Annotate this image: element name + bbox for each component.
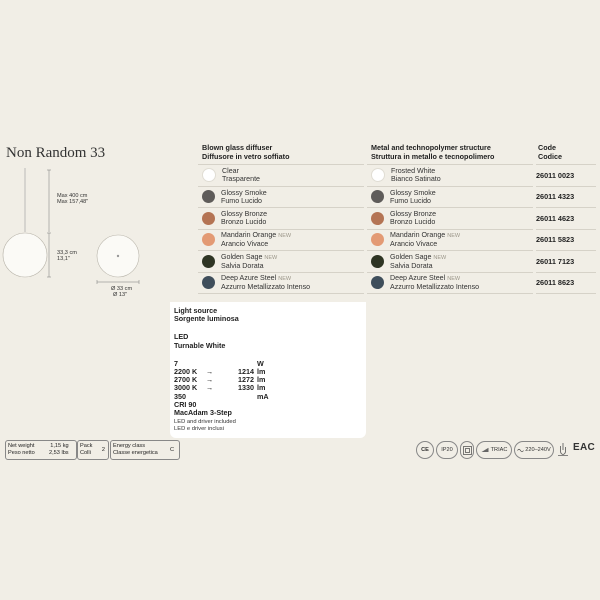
ce-mark-badge: CE [416,441,434,459]
glass-column-header: Blown glass diffuser Diffusore in vetro soffiato [202,143,290,161]
metal-finish-list [367,164,533,294]
glass-finish-label: Golden Sage NEW Salvia Dorata [221,252,278,270]
double-insulation-badge [460,441,474,459]
dimmable-badge [557,442,569,461]
new-badge: NEW [278,276,292,283]
metal-finish-swatch [371,255,384,268]
cri-row: CRI 90 [174,399,197,409]
glass-finish-swatch [202,255,215,268]
ip20-badge: IP20 [436,441,458,459]
energy-class-box: Energy class Classe energetica C [110,440,180,460]
glass-finish-swatch [202,212,215,225]
metal-finish-swatch [371,276,384,289]
new-badge: NEW [433,254,447,261]
product-title: Non Random 33 [6,145,106,161]
voltage-badge: 220–240V [514,441,554,459]
product-code: 26011 5823 [536,229,596,251]
metal-finish-swatch [371,168,385,182]
product-code: 26011 7123 [536,250,596,272]
glass-finish-row [198,207,364,229]
dimmer-icon [481,447,489,453]
max-height-label: Max 400 cm Max 157,48" [57,193,89,206]
glass-finish-row [198,186,364,208]
product-code: 26011 4623 [536,207,596,229]
temperature-rows [174,368,269,393]
metal-finish-label: Frosted White Bianco Satinato [391,167,441,184]
metal-finish-row [367,272,533,295]
watt-row: 7 W [174,358,264,368]
metal-finish-row [367,207,533,229]
metal-finish-label: Glossy Smoke Fumo Lucido [390,188,436,205]
height-label: 33,3 cm 13,1" [57,250,77,263]
metal-finish-swatch [371,212,384,225]
new-badge: NEW [447,233,461,240]
glass-finish-label: Glossy Bronze Bronzo Lucido [221,210,268,227]
glass-finish-swatch [202,168,216,182]
metal-finish-row [367,186,533,208]
glass-finish-row [198,164,364,186]
product-code: 26011 4323 [536,186,596,208]
metal-finish-swatch [371,233,384,246]
metal-finish-label: Golden Sage NEW Salvia Dorata [390,252,447,270]
pack-box: Pack Colli 2 [77,440,109,460]
code-column-header: Code Codice [538,143,562,161]
net-weight-box: Net weight Peso netto 1,15 kg 2,53 lbs [5,440,77,460]
metal-finish-row [367,164,533,186]
glass-finish-label: Deep Azure Steel NEW Azzurro Metallizzato Intenso [221,274,311,292]
metal-finish-swatch [371,190,384,203]
code-list [536,164,596,294]
light-source-panel [170,302,366,438]
glass-finish-label: Mandarin Orange NEW Arancio Vivace [221,231,292,249]
double-insulation-icon [463,446,472,455]
metal-finish-label: Deep Azure Steel NEW Azzurro Metallizzato Intenso [390,274,480,292]
dimmable-hand-icon [557,442,569,456]
glass-finish-row [198,250,364,272]
glass-finish-label: Glossy Smoke Fumo Lucido [221,188,267,205]
macadam-row: MacAdam 3-Step [174,408,232,418]
metal-column-header: Metal and technopolymer structure Struttura in metallo e tecnopolimero [371,143,495,161]
light-source-title: Light source Sorgente luminosa [174,306,239,324]
color-temperature-row: 2200 K → 1214 lm [174,367,266,377]
glass-finish-swatch [202,190,215,203]
metal-finish-row [367,229,533,251]
light-type: LED Turnable White [174,332,226,350]
color-temperature-row: 2700 K → 1272 lm [174,375,266,385]
metal-finish-label: Mandarin Orange NEW Arancio Vivace [390,231,461,249]
glass-finish-list [198,164,364,294]
glass-finish-label: Clear Trasparente [222,167,260,184]
diameter-label: Ø 33 cm Ø 13" [111,286,133,299]
metal-finish-row [367,250,533,272]
product-code: 26011 8623 [536,272,596,295]
new-badge: NEW [278,233,292,240]
power-wave-icon [517,448,524,453]
driver-note: LED and driver included LED e driver inclusi [174,419,236,432]
technical-drawing [0,160,170,305]
product-code: 26011 0023 [536,164,596,186]
color-temperature-row: 3000 K → 1330 lm [174,383,266,393]
current-row: 350 mA [174,391,269,401]
glass-finish-row [198,229,364,251]
glass-finish-swatch [202,233,215,246]
glass-finish-swatch [202,276,215,289]
light-values [174,360,269,433]
eac-mark: EAC [573,442,596,453]
triac-badge: TRIAC [476,441,512,459]
metal-finish-label: Glossy Bronze Bronzo Lucido [390,210,437,227]
new-badge: NEW [447,276,461,283]
globe-side-view [3,233,47,277]
new-badge: NEW [264,254,278,261]
glass-finish-row [198,272,364,295]
